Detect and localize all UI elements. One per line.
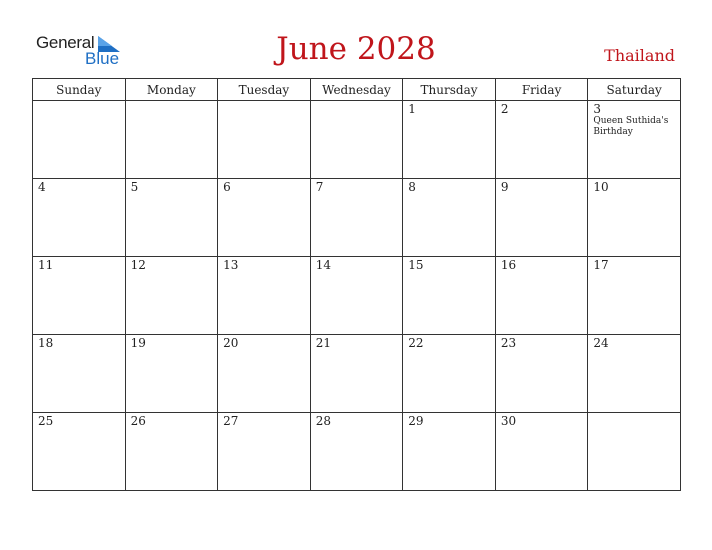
day-cell — [588, 413, 681, 491]
day-cell — [33, 101, 126, 179]
week-row — [33, 101, 681, 179]
day-cell — [495, 101, 588, 179]
day-number — [218, 101, 310, 102]
day-number: 27 — [223, 414, 239, 428]
day-cell — [33, 179, 126, 257]
weekday-header: Monday — [125, 79, 218, 101]
weekday-header: Wednesday — [310, 79, 403, 101]
weekday-header: Saturday — [588, 79, 681, 101]
day-cell — [125, 101, 218, 179]
day-cell — [310, 257, 403, 335]
day-cell — [310, 179, 403, 257]
day-cell — [33, 413, 126, 491]
day-number — [588, 413, 680, 414]
day-cell — [125, 335, 218, 413]
day-cell — [218, 335, 311, 413]
day-cell — [310, 413, 403, 491]
day-cell — [403, 101, 496, 179]
day-cell — [495, 257, 588, 335]
day-number: 18 — [38, 336, 54, 350]
day-cell — [495, 179, 588, 257]
day-number: 17 — [593, 258, 609, 272]
day-number: 7 — [315, 180, 324, 194]
weekday-header: Tuesday — [218, 79, 311, 101]
day-cell — [125, 257, 218, 335]
day-cell — [33, 257, 126, 335]
day-number: 14 — [315, 258, 331, 272]
day-number: 25 — [38, 414, 54, 428]
day-number: 6 — [223, 180, 231, 194]
day-cell — [588, 179, 681, 257]
day-cell — [125, 179, 218, 257]
week-row — [33, 179, 681, 257]
day-cell — [403, 257, 496, 335]
day-number: 22 — [408, 336, 424, 350]
day-number: 24 — [593, 336, 609, 350]
logo-text-general: General — [36, 33, 95, 52]
day-number: 13 — [223, 258, 239, 272]
day-cell — [403, 335, 496, 413]
day-number: 20 — [223, 336, 239, 350]
day-number: 23 — [500, 336, 517, 350]
day-number: 28 — [315, 414, 331, 428]
calendar-grid — [32, 78, 681, 491]
day-number: 26 — [130, 414, 146, 428]
weekday-header: Friday — [495, 79, 588, 101]
week-row — [33, 257, 681, 335]
day-cell — [218, 413, 311, 491]
day-number: 8 — [408, 180, 416, 194]
day-cell — [310, 335, 403, 413]
day-number: 2 — [500, 102, 509, 116]
day-number: 30 — [500, 414, 517, 428]
day-cell — [310, 101, 403, 179]
day-cell — [588, 257, 681, 335]
country-label: Thailand — [604, 46, 675, 65]
day-number: 3 — [593, 102, 602, 116]
day-number — [126, 101, 218, 102]
weekday-header: Sunday — [33, 79, 126, 101]
day-number — [311, 101, 403, 102]
weekday-header: Thursday — [403, 79, 496, 101]
day-number: 4 — [38, 180, 46, 194]
day-cell — [33, 335, 126, 413]
day-number: 11 — [38, 258, 54, 272]
day-number: 21 — [315, 336, 331, 350]
day-number: 10 — [593, 180, 609, 194]
day-cell — [218, 101, 311, 179]
page-title: June 2028 — [276, 31, 436, 67]
day-number: 9 — [500, 180, 509, 194]
day-cell — [218, 179, 311, 257]
day-cell — [403, 179, 496, 257]
day-number: 15 — [408, 258, 424, 272]
day-cell — [588, 101, 681, 179]
holiday-label: Queen Suthida's Birthday — [593, 116, 669, 137]
day-number: 1 — [408, 102, 416, 116]
week-row — [33, 335, 681, 413]
day-number: 5 — [130, 180, 139, 194]
day-cell — [403, 413, 496, 491]
logo-text-blue: Blue — [85, 49, 120, 68]
day-cell — [495, 335, 588, 413]
day-cell — [218, 257, 311, 335]
day-number — [33, 101, 125, 102]
day-cell — [588, 335, 681, 413]
day-cell — [125, 413, 218, 491]
day-number: 29 — [408, 414, 424, 428]
day-number: 16 — [500, 258, 517, 272]
weekday-header-row — [33, 79, 681, 101]
week-row — [33, 413, 681, 491]
day-cell — [495, 413, 588, 491]
day-number: 19 — [130, 336, 146, 350]
day-number: 12 — [130, 258, 146, 272]
